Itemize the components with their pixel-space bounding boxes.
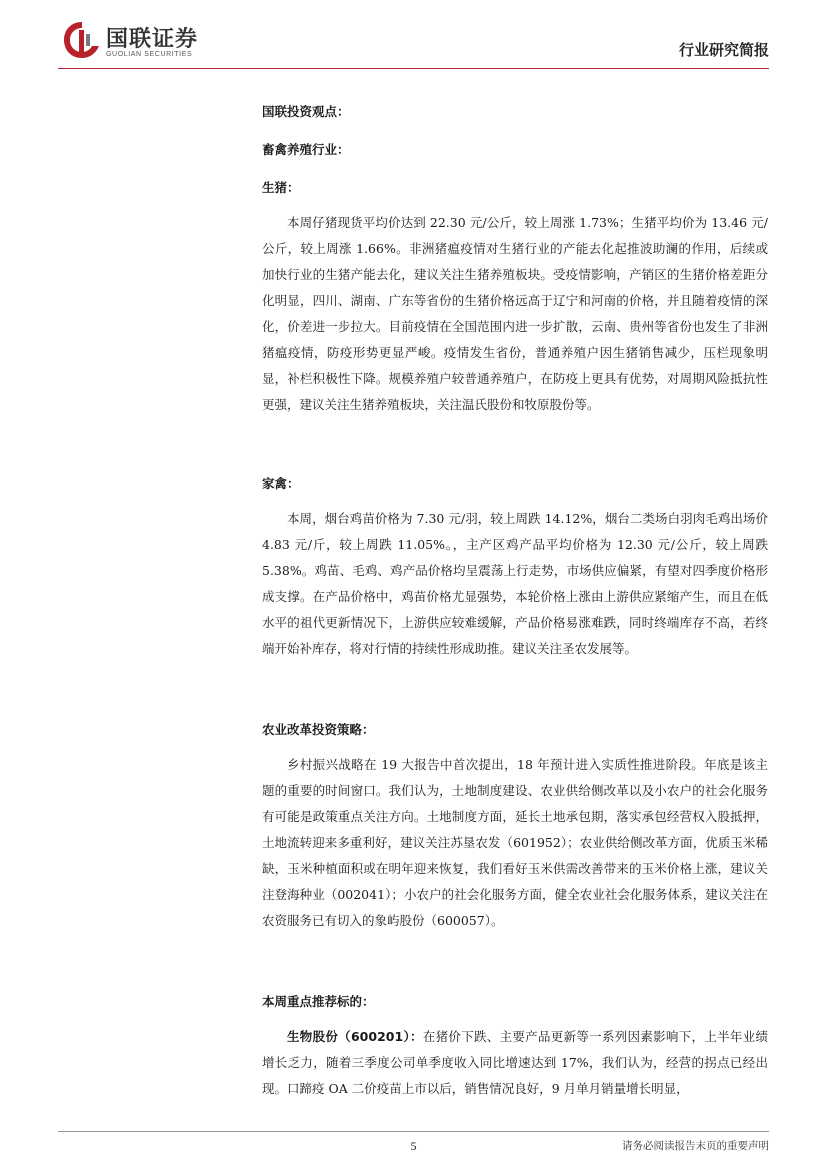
picks-heading: 本周重点推荐标的： — [262, 994, 375, 1009]
hog-paragraph: 本周仔猪现货平均价达到 22.30 元/公斤，较上周涨 1.73%；生猪平均价为 13.46 元/公斤，较上周涨 1.66%。非洲猪瘟疫情对生猪行业的产能去化起推波助澜的作用，后续或加快行业的生猪产能去化，建议关注生猪养殖板块。受疫情影响，产销区的生猪价格差距分化明显，四川、湖南、广东等省份的生猪价格远高于辽宁和河南的价格，并且随着疫情的深化，价差进一步拉大。目前疫情在全国范围内进一步扩散，云南、贵州等省份也发生了非洲猪瘟疫情，防疫形势更显严峻。疫情发生省份，普通养殖户因生猪销售减少，压栏现象明显，补栏积极性下降。规模养殖户较普通养殖户，在防疫上更具有优势，对周期风险抵抗性更强，建议关注生猪养殖板块，关注温氏股份和牧原股份等。 — [262, 215, 768, 412]
livestock-heading: 畜禽养殖行业： — [262, 142, 350, 157]
viewpoint-heading: 国联投资观点： — [262, 104, 350, 119]
disclaimer-note: 请务必阅读报告末页的重要声明 — [622, 1140, 769, 1152]
reform-heading: 农业改革投资策略： — [262, 722, 375, 737]
hog-heading: 生猪： — [262, 180, 300, 195]
pick-paragraph — [262, 1024, 768, 1102]
logo-chinese-name: 国联证券 — [106, 27, 199, 52]
report-type-label: 行业研究简报 — [678, 41, 769, 59]
pick-description: 在猪价下跌、主要产品更新等一系列因素影响下，上半年业绩增长乏力，随着三季度公司单季度收入同比增速达到 17%，我们认为，经营的拐点已经出现。口蹄疫 OA 二价疫苗上市以后，销售情况良好，9 月单月销量增长明显， — [262, 1029, 768, 1096]
footer-divider — [58, 1131, 769, 1132]
page-number: 5 — [410, 1139, 417, 1153]
guolian-logo-icon — [62, 20, 102, 60]
report-body — [262, 90, 768, 1102]
poultry-paragraph: 本周，烟台鸡苗价格为 7.30 元/羽，较上周跌 14.12%，烟台二类场白羽肉毛鸡出场价 4.83 元/斤，较上周跌 11.05%。，主产区鸡产品平均价格为 12.30 元/公斤，较上周跌 5.38%。鸡苗、毛鸡、鸡产品价格均呈震荡上行走势，市场供应偏紧，有望对四季度价格形成支撑。在产品价格中，鸡苗价格尤显强势，本轮价格上涨由上游供应紧缩产生，而且在低水平的祖代更新情况下，上游供应较难缓解，产品价格易涨难跌，同时终端库存不高，若终端开始补库存，将对行情的持续性形成助推。建议关注圣农发展等。 — [262, 511, 768, 656]
logo-english-name: GUOLIAN SECURITIES — [106, 51, 193, 58]
reform-paragraph: 乡村振兴战略在 19 大报告中首次提出，18 年预计进入实质性推进阶段。年底是该主题的重要的时间窗口。我们认为，土地制度建设、农业供给侧改革以及小农户的社会化服务有可能是政策重点关注方向。土地制度方面，延长土地承包期，落实承包经营权入股抵押，土地流转迎来多重利好，建议关注苏垦农发（601952）；农业供给侧改革方面，优质玉米稀缺，玉米种植面积或在明年迎来恢复，我们看好玉米供需改善带来的玉米价格上涨，建议关注登海种业（002041）；小农户的社会化服务方面，健全农业社会化服务体系，建议关注在农资服务已有切入的象屿股份（600057）。 — [262, 757, 768, 928]
pick-stock-name: 生物股份（600201）： — [287, 1029, 423, 1044]
poultry-heading: 家禽： — [262, 476, 300, 491]
header-divider — [58, 68, 769, 69]
company-logo — [62, 20, 232, 64]
page-header — [0, 0, 827, 70]
